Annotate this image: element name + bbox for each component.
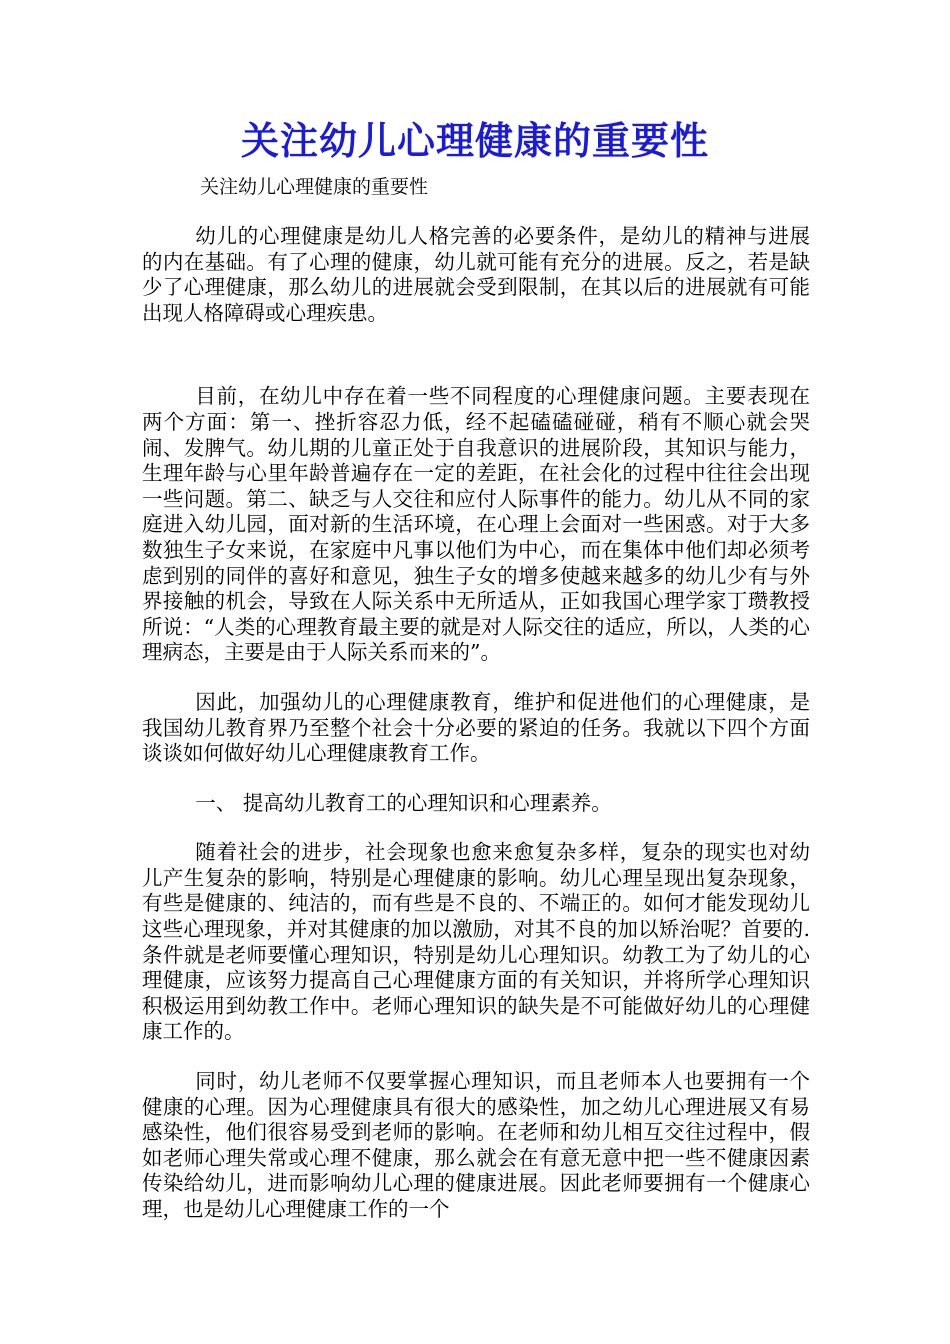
paragraph-teacher-health: 同时，幼儿老师不仅要掌握心理知识，而且老师本人也要拥有一个健康的心理。因为心理健康具有很大的感染性，加之幼儿心理进展又有易感染性，他们很容易受到老师的影响。在老师和幼儿相互交往过程中，假如老师心理失常或心理不健康，那么就会在有意无意中把一些不健康因素传染给幼儿，进而影响幼儿心理的健康进展。因此老师要拥有一个健康心理，也是幼儿心理健康工作的一个 [142, 1069, 810, 1221]
paragraph-task: 因此，加强幼儿的心理健康教育，维护和促进他们的心理健康，是我国幼儿教育界乃至整个社会十分必要的紧迫的任务。我就以下四个方面谈谈如何做好幼儿心理健康教育工作。 [142, 689, 810, 766]
paragraph-intro: 幼儿的心理健康是幼儿人格完善的必要条件，是幼儿的精神与进展的内在基础。有了心理的健康，幼儿就可能有充分的进展。反之，若是缺少了心理健康，那么幼儿的进展就会受到限制，在其以后的进展就有可能出现人格障碍或心理疾患。 [142, 224, 810, 325]
document-body [142, 224, 810, 1223]
document-subtitle: 关注幼儿心理健康的重要性 [200, 176, 429, 198]
paragraph-knowledge: 随着社会的进步，社会现象也愈来愈复杂多样，复杂的现实也对幼儿产生复杂的影响，特别是心理健康的影响。幼儿心理呈现出复杂现象，有些是健康的、纯洁的，而有些是不良的、不端正的。如何才能发现幼儿这些心理现象，并对其健康的加以激励，对其不良的加以矫治呢？首要的.条件就是老师要懂心理知识，特别是幼儿心理知识。幼教工为了幼儿的心理健康，应该努力提高自己心理健康方面的有关知识，并将所学心理知识积极运用到幼教工作中。老师心理知识的缺失是不可能做好幼儿的心理健康工作的。 [142, 840, 810, 1044]
section-heading-1: 一、 提高幼儿教育工的心理知识和心理素养。 [195, 790, 612, 815]
document-title: 关注幼儿心理健康的重要性 [240, 118, 709, 163]
paragraph-problems: 目前，在幼儿中存在着一些不同程度的心理健康问题。主要表现在两个方面：第一、挫折容忍力低，经不起磕磕碰碰，稍有不顺心就会哭闹、发脾气。幼儿期的儿童正处于自我意识的进展阶段，其知识与能力，生理年龄与心里年龄普遍存在一定的差距，在社会化的过程中往往会出现一些问题。第二、缺乏与人交往和应付人际事件的能力。幼儿从不同的家庭进入幼儿园，面对新的生活环境，在心理上会面对一些困惑。对于大多数独生子女来说，在家庭中凡事以他们为中心，而在集体中他们却必须考虑到别的同伴的喜好和意见，独生子女的增多使越来越多的幼儿少有与外界接触的机会，导致在人际关系中无所适从，正如我国心理学家丁瓒教授所说：“人类的心理教育最主要的就是对人际交往的适应，所以，人类的心理病态，主要是由于人际关系而来的”。 [142, 384, 810, 665]
